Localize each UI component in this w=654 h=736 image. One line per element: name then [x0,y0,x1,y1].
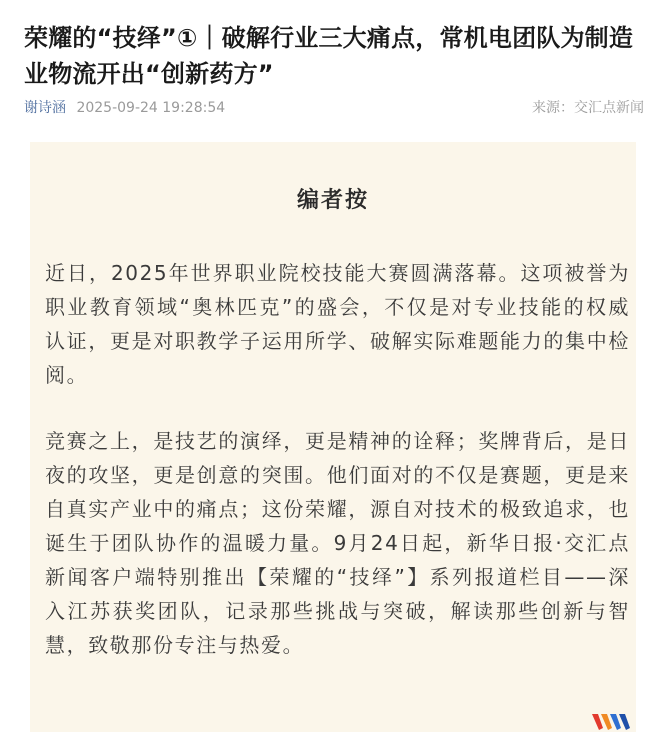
article-title: 荣耀的“技绎”①｜破解行业三大痛点，常机电团队为制造业物流开出“创新药方” [24,24,634,88]
publish-time: 2025-09-24 19:28:54 [76,100,226,116]
article-meta [24,98,644,118]
editor-note-heading: 编者按 [296,188,369,213]
editor-note-card [30,142,636,732]
brand-logo-icon [592,712,636,732]
editor-note-paragraph-1: 近日，2025年世界职业院校技能大赛圆满落幕。这项被誉为职业教育领域“奥林匹克”的盛会，不仅是对专业技能的权威认证，更是对职教学子运用所学、破解实际难题能力的集中检阅。 [45,261,630,387]
editor-note-paragraph-2: 竞赛之上，是技艺的演绎，更是精神的诠释；奖牌背后，是日夜的攻坚，更是创意的突围。他们面对的不仅是赛题，更是来自真实产业中的痛点；这份荣耀，源自对技术的极致追求，也诞生于团队协作的温暖力量。9月24日起，新华日报·交汇点新闻客户端特别推出【荣耀的“技绎”】系列报道栏目——深入江苏获奖团队，记录那些挑战与突破，解读那些创新与智慧，致敬那份专注与热爱。 [45,429,630,657]
author-link[interactable]: 谢诗涵 [24,100,66,116]
article-source: 来源：交汇点新闻 [532,100,644,116]
